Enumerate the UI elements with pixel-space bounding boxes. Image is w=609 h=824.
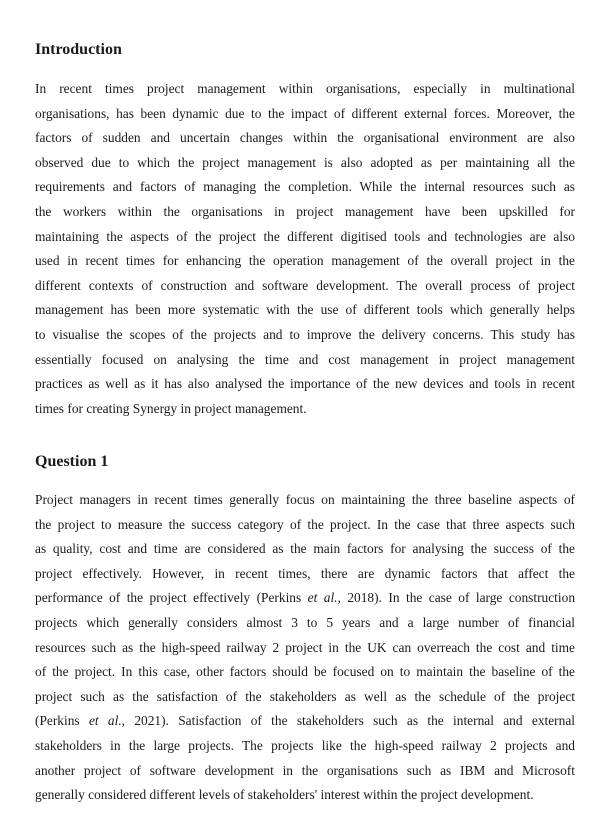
paragraph-line: generally considered different levels of stakeholders' interest within the project development. (35, 787, 534, 803)
paragraph-line: Project managers in recent times generally focus on maintaining the three baseline aspects of (35, 492, 575, 507)
section-heading-question-1: Question 1 (35, 453, 109, 470)
paragraph-line: resources such as the high-speed railway 2 project in the UK can overreach the cost and time (35, 639, 575, 655)
introduction-paragraph (35, 77, 575, 421)
paragraph-line: practices as well as it has also analysed the importance of the new devices and tools in recent (35, 376, 575, 392)
paragraph-line: essentially focused on analysing the time and cost management in project management (35, 351, 575, 367)
citation-et-al: et al., (88, 713, 126, 729)
paragraph-line: times for creating Synergy in project management. (35, 400, 307, 416)
paragraph-line: management has been more systematic with the use of different tools which generally helps (35, 302, 575, 318)
paragraph-line: stakeholders in the large projects. The projects like the high-speed railway 2 projects and (35, 737, 575, 753)
paragraph-line: another project of software development in the organisations such as IBM and Microsoft (35, 762, 575, 778)
paragraph-line: used in recent times for enhancing the operation management of the overall project in the (35, 253, 575, 269)
paragraph-line: the project to measure the success category of the project. In the case that three aspects such (35, 516, 575, 532)
paragraph-line: of the project. In this case, other factors should be focused on to maintain the baseline of the (35, 664, 575, 680)
section-heading-introduction: Introduction (35, 41, 122, 58)
paragraph-line: project such as the satisfaction of the stakeholders as well as the schedule of the project (35, 688, 575, 704)
paragraph-line: performance of the project effectively (Perkins et al., 2018). In the case of large construction (35, 590, 576, 606)
paragraph-line: factors of sudden and uncertain changes within the organisational environment are also (35, 130, 575, 146)
citation-et-al: et al., (307, 590, 341, 606)
paragraph-line: projects which generally considers almost 3 to 5 years and a large number of financial (35, 614, 575, 630)
paragraph-line: observed due to which the project management is also adopted as per maintaining all the (35, 154, 575, 170)
paragraph-line: project effectively. However, in recent times, there are dynamic factors that affect the (35, 565, 575, 581)
paragraph-line: maintaining the aspects of the project the different digitised tools and technologies are also (35, 228, 575, 244)
paragraph-line: requirements and factors of managing the completion. While the internal resources such as (35, 179, 575, 195)
paragraph-line: the workers within the organisations in project management have been upskilled for (35, 203, 575, 219)
paragraph-line: organisations, has been dynamic due to the impact of different external forces. Moreover, the (35, 105, 575, 121)
paragraph-line: different contexts of construction and software development. The overall process of project (35, 277, 575, 293)
paragraph-line: to visualise the scopes of the projects and to improve the delivery concerns. This study has (35, 326, 575, 342)
paragraph-line: (Perkins et al., 2021). Satisfaction of the stakeholders such as the internal and external (35, 713, 575, 729)
paragraph-line: as quality, cost and time are considered as the main factors for analysing the success of the (35, 541, 575, 557)
question-1-paragraph (35, 488, 575, 808)
paragraph-line: In recent times project management within organisations, especially in multinational (35, 81, 575, 96)
